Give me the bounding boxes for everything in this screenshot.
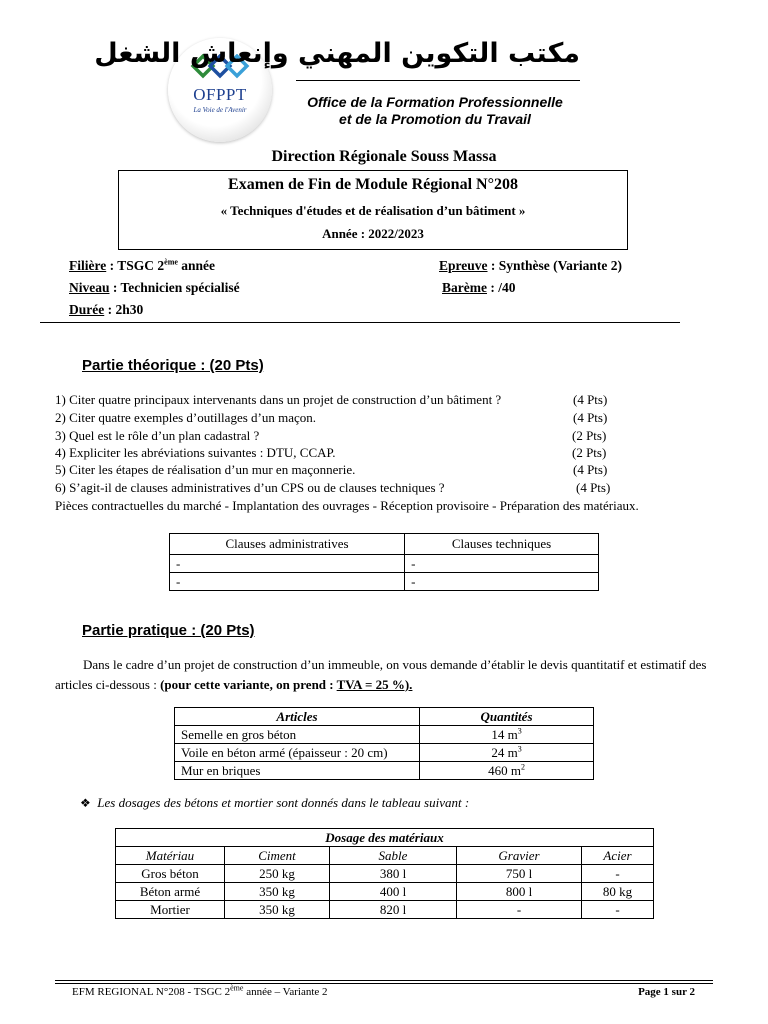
question-1-points: (4 Pts) (573, 392, 608, 407)
logo-tagline: La Voie de l'Avenir (193, 106, 247, 114)
filiere-value: TSGC 2 (117, 258, 165, 273)
exam-subtitle: « Techniques d'études et de réalisation d’un bâtiment » (220, 203, 526, 218)
articles-table (174, 707, 594, 780)
contract-pieces-list: Pièces contractuelles du marché - Implantation des ouvrages - Réception provisoire - Préparation des matériaux. (55, 498, 639, 513)
table-row: Béton armé 350 kg 400 l 800 l 80 kg (116, 883, 654, 901)
arabic-office-name: مكتب التكوين المهني وإنعاش الشغل (94, 38, 580, 69)
direction-title: Direction Régionale Souss Massa (271, 148, 497, 165)
table-row: Mortier 350 kg 820 l - - (116, 901, 654, 919)
exam-year: Année : 2022/2023 (322, 226, 424, 241)
table-row: Mur en briques 460 $m^2$ (175, 762, 594, 780)
duree-label: Durée (69, 302, 105, 317)
question-4-points: (2 Pts) (572, 445, 607, 460)
page-number: Page 1 sur 2 (638, 986, 695, 998)
question-6-points: (4 Pts) (576, 480, 611, 495)
epreuve-value: : Synthèse (Variante 2) (487, 258, 623, 273)
bareme-value: : /40 (486, 280, 516, 295)
dosage-table: Dosage des matériaux Matériau Ciment Sable Gravier Acier Gros béton 250 kg 380 l 750 l - Béton armé 350 kg 400 l 800 l 80 kg Mortier 350 kg 820 l - - (115, 828, 654, 919)
practice-intro: Dans le cadre d’un projet de construction d’un immeuble, on vous demande d’établir le devis quantitatif et estimatif des articles ci-dessous : (pour cette variante, on prend : TVA = 25 %). (55, 657, 707, 692)
question-4: 4) Expliciter les abréviations suivantes : DTU, CCAP. (55, 445, 336, 460)
section-divider (40, 322, 680, 323)
niveau-line (69, 280, 240, 296)
clauses-admin-header: Clauses administratives (170, 534, 405, 555)
question-5: 5) Citer les étapes de réalisation d’un mur en maçonnerie. (55, 462, 356, 477)
office-name-line1: Office de la Formation Professionnelle (307, 94, 563, 110)
epreuve-label: Epreuve (439, 258, 488, 273)
filiere-line: Filière : TSGC 2ème année (69, 257, 216, 273)
niveau-value: : Technicien spécialisé (109, 280, 240, 295)
logo-text: OFPPT (193, 85, 247, 104)
duree-line (69, 302, 143, 318)
table-row: Gros béton 250 kg 380 l 750 l - (116, 865, 654, 883)
header-divider (296, 80, 580, 81)
table-row: - - (170, 573, 599, 591)
theory-title: Partie théorique : (20 Pts) (82, 357, 264, 374)
question-3-points: (2 Pts) (572, 428, 607, 443)
epreuve-line (439, 258, 622, 274)
office-name-line2: et de la Promotion du Travail (339, 111, 531, 127)
footer-exam-ref: EFM REGIONAL N°208 - TSGC 2ème année – Variante 2 (72, 983, 328, 998)
table-row: - - (170, 555, 599, 573)
question-5-points: (4 Pts) (573, 462, 608, 477)
filiere-label: Filière (69, 258, 107, 273)
dosage-table-title: Dosage des matériaux (116, 829, 654, 847)
question-2: 2) Citer quatre exemples d’outillages d’un maçon. (55, 410, 317, 425)
bareme-label: Barème (442, 280, 487, 295)
diamond-bullet-icon: ❖ (80, 796, 91, 810)
table-row: Semelle en gros béton 14 $m^3$ (175, 726, 594, 744)
clauses-table (169, 533, 599, 591)
clauses-tech-header: Clauses techniques (405, 534, 599, 555)
footer-divider (55, 980, 713, 981)
tva-value: TVA = 25 %). (336, 677, 413, 692)
question-1: 1) Citer quatre principaux intervenants dans un projet de construction d’un bâtiment ? (55, 392, 502, 407)
duree-value: : 2h30 (104, 302, 144, 317)
exam-title-box (118, 170, 628, 250)
question-6: 6) S’agit-il de clauses administratives d’un CPS ou de clauses techniques ? (55, 480, 445, 495)
articles-header: Articles (175, 708, 420, 726)
practice-title: Partie pratique : (20 Pts) (82, 622, 255, 639)
dosage-note: ❖ Les dosages des bétons et mortier sont donnés dans le tableau suivant : (80, 795, 470, 810)
question-3: 3) Quel est le rôle d’un plan cadastral ? (55, 428, 260, 443)
table-row: Voile en béton armé (épaisseur : 20 cm) 24 $m^3$ (175, 744, 594, 762)
exam-title: Examen de Fin de Module Régional N°208 (228, 176, 518, 193)
footer-divider-thin (55, 983, 713, 984)
niveau-label: Niveau (69, 280, 110, 295)
bareme-line (442, 280, 515, 296)
question-2-points: (4 Pts) (573, 410, 608, 425)
quantities-header: Quantités (420, 708, 594, 726)
